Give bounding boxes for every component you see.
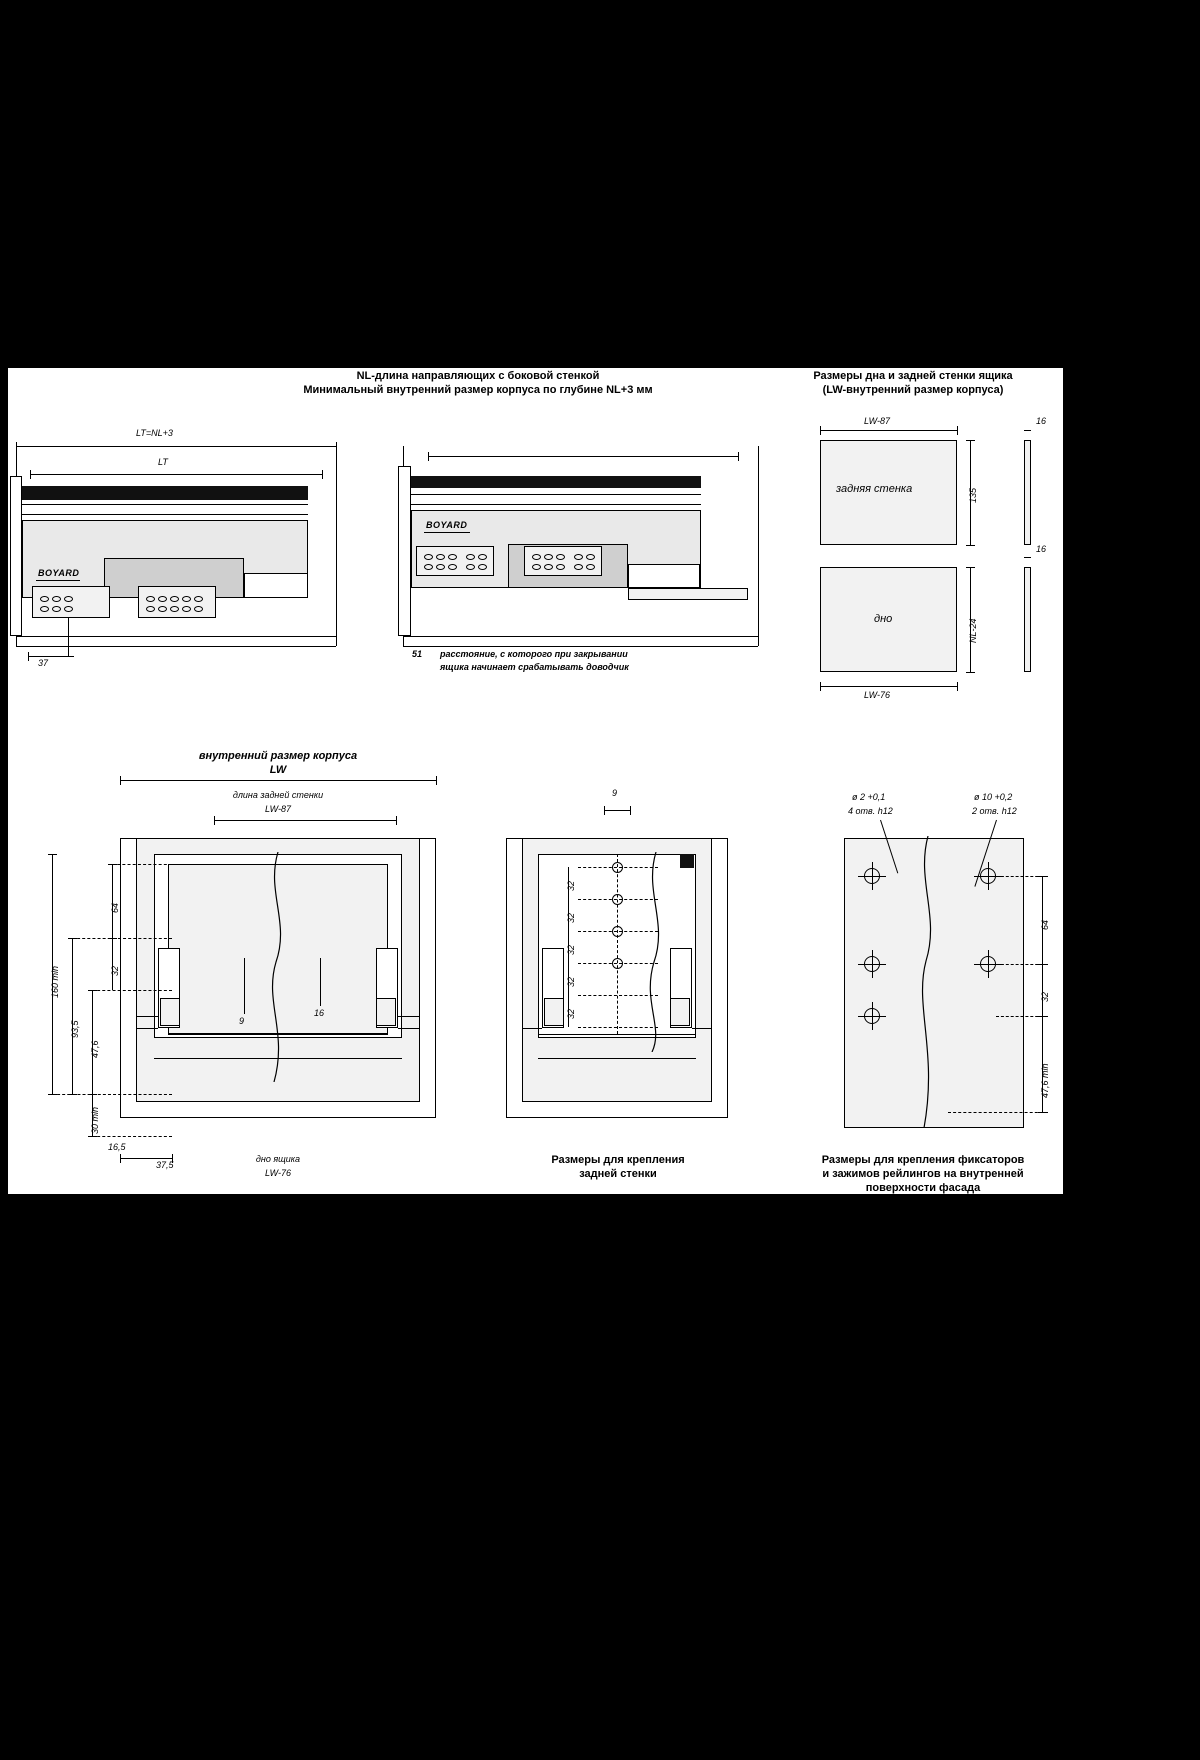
dim-right-64: 64	[1040, 919, 1050, 930]
dim-mid-32-5: 32	[566, 1008, 576, 1019]
break-line-left	[258, 852, 298, 1082]
dim-93-5: 93,5	[70, 1020, 80, 1038]
dim-32: 32	[110, 965, 120, 976]
dim-37: 37	[38, 658, 49, 668]
bl-backwall-line2: LW-87	[264, 804, 291, 814]
header-top-right-line1: Размеры дна и задней стенки ящика	[813, 370, 1013, 382]
dim-16-5: 16,5	[108, 1142, 126, 1152]
header-top-right-line2: (LW-внутренний размер корпуса)	[822, 384, 1004, 396]
brand-logo-mid: BOYARD	[426, 520, 468, 530]
dim-lt-nl3: LT=NL+3	[136, 428, 173, 438]
dim-bottom-panel-depth: NL-24	[968, 618, 978, 643]
dim-mid-32-1: 32	[566, 880, 576, 891]
dim-lt: LT	[158, 457, 168, 467]
dim-64: 64	[110, 902, 120, 913]
bl-bottom-line2: LW-76	[264, 1168, 291, 1178]
dim-9-mid: 9	[612, 788, 618, 798]
dim-mid-32-2: 32	[566, 912, 576, 923]
dim-47-6: 47,6	[90, 1040, 100, 1058]
back-panel-label: задняя стенка	[836, 483, 913, 495]
dim-right-47-6min: 47,6 min	[1040, 1063, 1050, 1098]
br-caption-line1: Размеры для крепления фиксаторов	[821, 1154, 1025, 1166]
note-line2: ящика начинает срабатывать доводчик	[440, 662, 629, 672]
dim-bottom-panel-width: LW-76	[864, 690, 891, 700]
dim-right-32: 32	[1040, 991, 1050, 1002]
dim-back-panel-thickness: 16	[1036, 416, 1047, 426]
dim-bottom-panel-thickness: 16	[1036, 544, 1047, 554]
header-top-left-line1: NL-длина направляющих с боковой стенкой	[356, 370, 600, 382]
hole-left-qty: 4 отв. h12	[848, 806, 893, 816]
dim-back-panel-width: LW-87	[864, 416, 891, 426]
bm-caption-line2: задней стенки	[579, 1168, 657, 1180]
hole-right-dia: ø 10 +0,2	[974, 792, 1013, 802]
hole-right-qty: 2 отв. h12	[972, 806, 1017, 816]
header-top-left-line2: Минимальный внутренний размер корпуса по глубине NL+3 мм	[303, 384, 653, 396]
dim-9-left: 9	[239, 1016, 245, 1026]
break-line-mid	[634, 852, 678, 1052]
brand-logo-left: BOYARD	[38, 568, 80, 578]
bl-title-line1: внутренний размер корпуса	[198, 750, 358, 762]
break-line-right	[906, 836, 950, 1128]
bl-backwall-line1: длина задней стенки	[232, 790, 324, 800]
br-caption-line3: поверхности фасада	[865, 1182, 981, 1194]
dim-back-panel-height: 135	[968, 487, 978, 503]
drawing-sheet	[8, 368, 1063, 1194]
note-line1: расстояние, с которого при закрывании	[440, 649, 628, 659]
dim-37-5: 37,5	[156, 1160, 174, 1170]
bl-title-line2: LW	[269, 764, 287, 776]
dim-16-left: 16	[314, 1008, 325, 1018]
bm-caption-line1: Размеры для крепления	[551, 1154, 685, 1166]
dim-30min: 30 min	[90, 1106, 100, 1134]
hole-left-dia: ø 2 +0,1	[852, 792, 886, 802]
dim-mid-32-4: 32	[566, 976, 576, 987]
bl-bottom-line1: дно ящика	[255, 1154, 301, 1164]
br-caption-line2: и зажимов рейлингов на внутренней	[822, 1168, 1024, 1180]
bottom-panel-label: дно	[874, 613, 893, 625]
dim-160min: 160 min	[50, 965, 60, 998]
dim-mid-32-3: 32	[566, 944, 576, 955]
note-51: 51	[412, 649, 423, 659]
